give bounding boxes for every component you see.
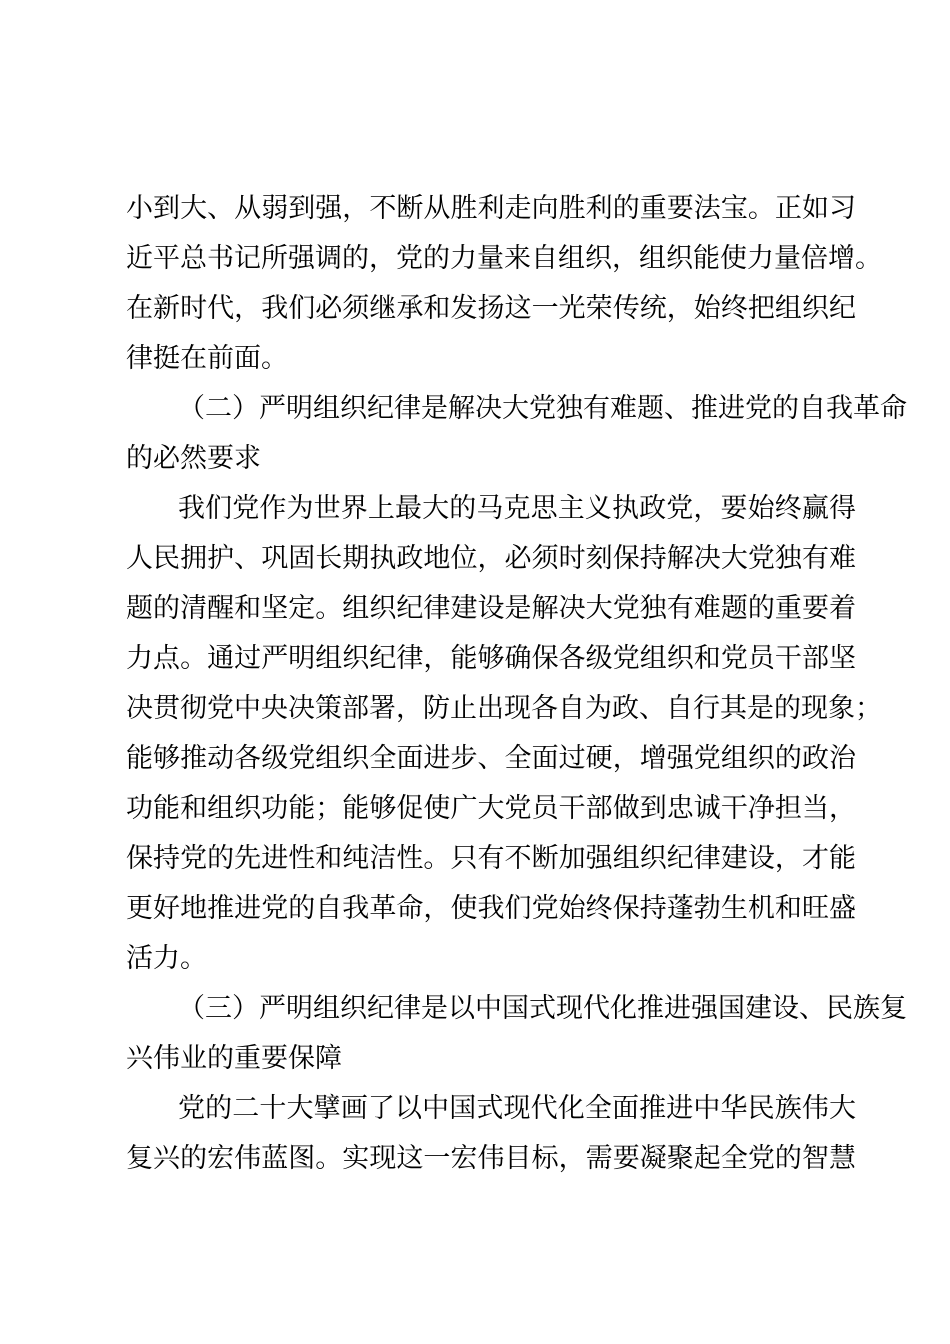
text-line: （三）严明组织纪律是以中国式现代化推进强国建设、民族复 (178, 993, 907, 1024)
text-line: 人民拥护、巩固长期执政地位，必须时刻保持解决大党独有难 (126, 543, 856, 574)
text-line: 能够推动各级党组织全面进步、全面过硬，增强党组织的政治 (126, 743, 856, 774)
text-line: 更好地推进党的自我革命，使我们党始终保持蓬勃生机和旺盛 (126, 893, 856, 924)
text-line: 功能和组织功能；能够促使广大党员干部做到忠诚干净担当， (126, 793, 856, 824)
text-line: 的必然要求 (126, 443, 261, 474)
text-line: 题的清醒和坚定。组织纪律建设是解决大党独有难题的重要着 (126, 593, 856, 624)
text-line: 我们党作为世界上最大的马克思主义执政党，要始终赢得 (178, 493, 856, 524)
text-line: 活力。 (126, 943, 207, 974)
text-line: 复兴的宏伟蓝图。实现这一宏伟目标，需要凝聚起全党的智慧 (126, 1143, 856, 1174)
text-line: 近平总书记所强调的，党的力量来自组织，组织能使力量倍增。 (126, 243, 882, 274)
text-line: 保持党的先进性和纯洁性。只有不断加强组织纪律建设，才能 (126, 843, 856, 874)
text-line: 小到大、从弱到强，不断从胜利走向胜利的重要法宝。正如习 (126, 193, 856, 224)
text-line: （二）严明组织纪律是解决大党独有难题、推进党的自我革命 (178, 393, 907, 424)
body-text (126, 184, 907, 1184)
text-line: 在新时代，我们必须继承和发扬这一光荣传统，始终把组织纪 (126, 293, 856, 324)
text-line: 力点。通过严明组织纪律，能够确保各级党组织和党员干部坚 (126, 643, 856, 674)
text-line: 律挺在前面。 (126, 343, 288, 374)
text-line: 兴伟业的重要保障 (126, 1043, 342, 1074)
text-line: 决贯彻党中央决策部署，防止出现各自为政、自行其是的现象； (126, 693, 882, 724)
text-line: 党的二十大擘画了以中国式现代化全面推进中华民族伟大 (178, 1093, 856, 1124)
